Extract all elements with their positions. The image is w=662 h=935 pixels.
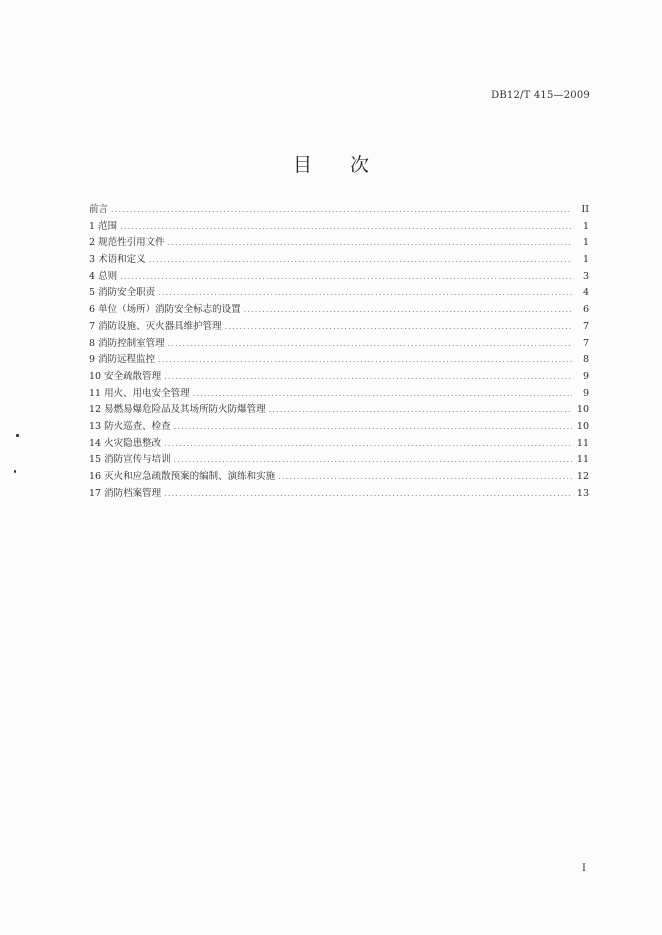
- toc-entry[interactable]: [89, 219, 589, 236]
- toc-leader-dots: [158, 285, 572, 302]
- standard-code: DB12/T 415—2009: [491, 90, 590, 101]
- scan-speck: [14, 470, 16, 473]
- toc-leader-dots: [164, 486, 572, 503]
- toc-entry[interactable]: [89, 285, 589, 302]
- toc-entry[interactable]: [89, 319, 589, 336]
- toc-leader-dots: [244, 302, 572, 319]
- toc-entry[interactable]: [89, 469, 589, 486]
- toc-entry[interactable]: [89, 452, 589, 469]
- toc-leader-dots: [174, 452, 572, 469]
- toc-entry[interactable]: [89, 235, 589, 252]
- toc-entry-label: 4 总则: [89, 270, 118, 282]
- toc-leader-dots: [168, 336, 572, 353]
- toc-entry-page: 3: [582, 270, 589, 282]
- toc-leader-dots: [164, 436, 572, 453]
- scan-speck: [16, 434, 19, 437]
- toc-entry-page: 8: [582, 354, 589, 366]
- toc-entry-page: II: [581, 204, 589, 215]
- toc-title: 目次: [292, 154, 407, 176]
- toc-leader-dots: [168, 235, 572, 252]
- toc-entry-page: 6: [582, 304, 589, 316]
- toc-entry-page: 7: [582, 337, 589, 349]
- toc-entry-page: 11: [576, 454, 589, 466]
- toc-entry-label: 9 消防远程监控: [89, 354, 156, 366]
- toc-leader-dots: [269, 402, 572, 419]
- toc-entry-label: 5 消防安全职责: [89, 287, 156, 299]
- toc-entry-label: 16 灭火和应急疏散预案的编制、演练和实施: [89, 471, 276, 482]
- toc-entry[interactable]: [89, 302, 589, 319]
- toc-entry-label: 15 消防宣传与培训: [89, 454, 171, 466]
- toc-entry-label: 2 规范性引用文件: [89, 237, 165, 249]
- toc-entry[interactable]: [89, 386, 589, 403]
- toc-entry[interactable]: [89, 486, 589, 503]
- toc-entry-label: 8 消防控制室管理: [89, 337, 165, 349]
- toc-entry-page: 9: [582, 387, 589, 399]
- toc-entry-page: 1: [582, 220, 589, 232]
- toc-entry-label: 6 单位（场所）消防安全标志的设置: [89, 304, 241, 316]
- toc-entry[interactable]: [89, 419, 589, 436]
- toc-entry[interactable]: [89, 369, 589, 386]
- toc-leader-dots: [120, 269, 572, 286]
- toc-entry-page: 7: [582, 320, 589, 332]
- toc-entry[interactable]: [89, 336, 589, 353]
- page-number: I: [582, 863, 586, 874]
- toc-leader-dots: [111, 202, 572, 219]
- toc-leader-dots: [120, 219, 572, 236]
- toc-entry[interactable]: [89, 269, 589, 286]
- toc-entry-label: 1 范围: [89, 220, 118, 232]
- toc-leader-dots: [193, 386, 572, 403]
- toc-entry-page: 10: [576, 404, 589, 416]
- toc-entry-page: 12: [576, 471, 589, 482]
- toc-entry-label: 12 易燃易爆危险品及其场所防火防爆管理: [89, 404, 266, 416]
- toc-entry-page: 1: [582, 254, 589, 266]
- toc-leader-dots: [174, 419, 572, 436]
- toc-entry-page: 4: [582, 287, 589, 299]
- toc-entry-label: 前言: [89, 204, 109, 215]
- toc-list: [89, 202, 589, 502]
- toc-entry-page: 1: [582, 237, 589, 249]
- toc-entry[interactable]: [89, 436, 589, 453]
- toc-entry-page: 10: [576, 420, 589, 432]
- toc-entry-label: 11 用火、用电安全管理: [89, 387, 190, 399]
- toc-entry-label: 3 术语和定义: [89, 254, 146, 266]
- toc-entry-label: 17 消防档案管理: [89, 487, 162, 499]
- toc-entry-page: 13: [576, 487, 589, 499]
- toc-entry[interactable]: [89, 352, 589, 369]
- toc-leader-dots: [164, 369, 572, 386]
- toc-leader-dots: [158, 352, 572, 369]
- toc-entry-page: 11: [576, 437, 589, 449]
- toc-entry-label: 13 防火巡查、检查: [89, 420, 171, 432]
- toc-entry-page: 9: [582, 370, 589, 382]
- toc-leader-dots: [149, 252, 572, 269]
- toc-entry[interactable]: [89, 252, 589, 269]
- toc-entry[interactable]: [89, 202, 589, 219]
- toc-entry-label: 7 消防设施、灭火器具维护管理: [89, 320, 222, 332]
- toc-leader-dots: [225, 319, 572, 336]
- toc-entry-label: 10 安全疏散管理: [89, 370, 162, 382]
- toc-entry[interactable]: [89, 402, 589, 419]
- toc-entry-label: 14 火灾隐患整改: [89, 437, 162, 449]
- toc-leader-dots: [278, 469, 572, 486]
